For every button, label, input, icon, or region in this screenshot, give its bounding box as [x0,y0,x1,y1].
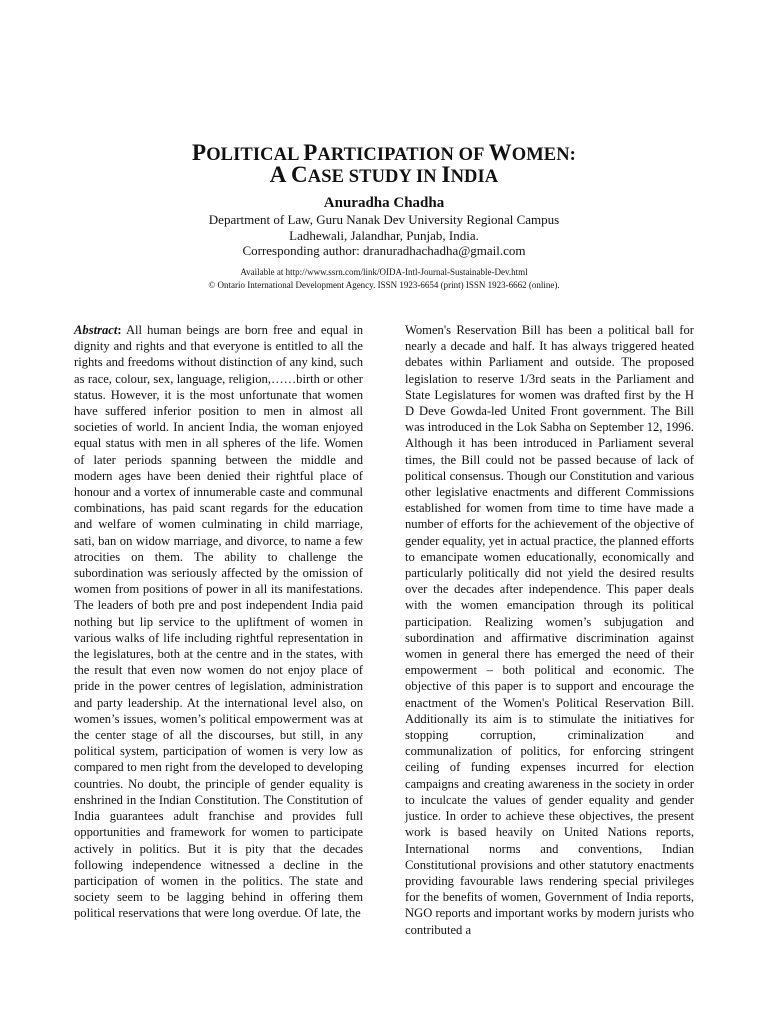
paper-title-line-1: POLITICAL PARTICIPATION OF WOMEN: [192,140,576,165]
abstract-colon: : [117,323,122,337]
copyright-note: © Ontario International Development Agency. ISSN 1923-6654 (print) ISSN 1923-6662 (online). [208,280,560,290]
affiliation-address: Ladhewali, Jalandhar, Punjab, India. [289,228,479,243]
affiliation-department: Department of Law, Guru Nanak Dev University Regional Campus [208,212,560,227]
paper-title-line-2: A CASE STUDY IN INDIA [269,162,499,187]
abstract-text: All human beings are born free and equal in dignity and rights and that everyone is entitled to all the rights and freedoms without distinction of any kind, such as race, colour, sex, language, religion,……birth or other status. However, it is the most unfortunate that women have suffered inferior position to men in almost all societies of world. In ancient India, the woman enjoyed equal status with men in all spheres of the life. Women of later periods spanning between the middle and modern ages have been denied their rightful place of honour and a vortex of innumerable caste and communal combinations, has paid scant regards for the education and welfare of women culminating in child marriage, sati, ban on widow marriage, and divorce, to name a few atrocities on them. The ability to challenge the subordination was seriously affected by the omission of women from positions of power in all its manifestations. The leaders of both pre and post independent India paid nothing but lip service to the upliftment of women in various walks of life including rightful representation in the legislatures, both at the centre and in the states, with the result that even now women do not enjoy place of pride in the power centres of legislation, administration and party leadership. At the international level also, on women’s issues, women’s political empowerment was at the center stage of all the discourses, but still, in any political system, participation of women is very low as compared to men right from the developed to developing countries. No doubt, the principle of gender equality is enshrined in the Indian Constitution. The Constitution of India guarantees adult franchise and provides full opportunities and framework for women to participate actively in politics. But it is pity that the decades following independence witnessed a decline in the participation of women in the politics. The state and society seem to be lagging behind in offering them political reservations that were long overdue. Of late, the [74,323,363,921]
availability-note: Available at http://www.ssrn.com/link/OIDA-Intl-Journal-Sustainable-Dev.html [240,267,528,277]
right-column-text: Women's Reservation Bill has been a political ball for nearly a decade and half. It has always triggered heated debates within Parliament and outside. The proposed legislation to reserve 1/3rd seats in the Parliament and State Legislatures for women was drafted first by the H D Deve Gowda-led United Front government. The Bill was introduced in the Lok Sabha on September 12, 1996. Although it has been introduced in Parliament several times, the Bill could not be passed because of lack of political consensus. Though our Constitution and various other legislative enactments and different Commissions established for women from time to time have made a number of efforts for the achievement of the objective of gender equality, yet in actual practice, the planned efforts to emancipate women educationally, economically and particularly politically did not yield the desired results over the decades after independence. This paper deals with the women emancipation through its political participation. Realizing women’s subjugation and subordination and affirmative discrimination against women in general there has emerged the need of their empowerment – both political and economic. The objective of this paper is to support and encourage the enactment of the Women's Political Reservation Bill. Additionally its aim is to stimulate the initiatives for stopping corruption, criminalization and communalization of politics, for enforcing stringent ceiling of funding expenses incurred for election campaigns and creating awareness in the society in order to inculcate the values of gender equality and gender justice. In order to achieve these objectives, the present work is based heavily on United Nations reports, International norms and conventions, Indian Constitutional provisions and other statutory enactments providing favourable laws rendering special privileges for the benefits of women, Government of India reports, NGO reports and important works by modern jurists who contributed a [405,323,694,937]
author-name: Anuradha Chadha [323,195,445,211]
corresponding-author: Corresponding author: dranuradhachadha@gmail.com [242,243,526,258]
left-column [74,322,363,921]
abstract-label: Abstract [74,323,118,337]
right-column [405,322,694,937]
